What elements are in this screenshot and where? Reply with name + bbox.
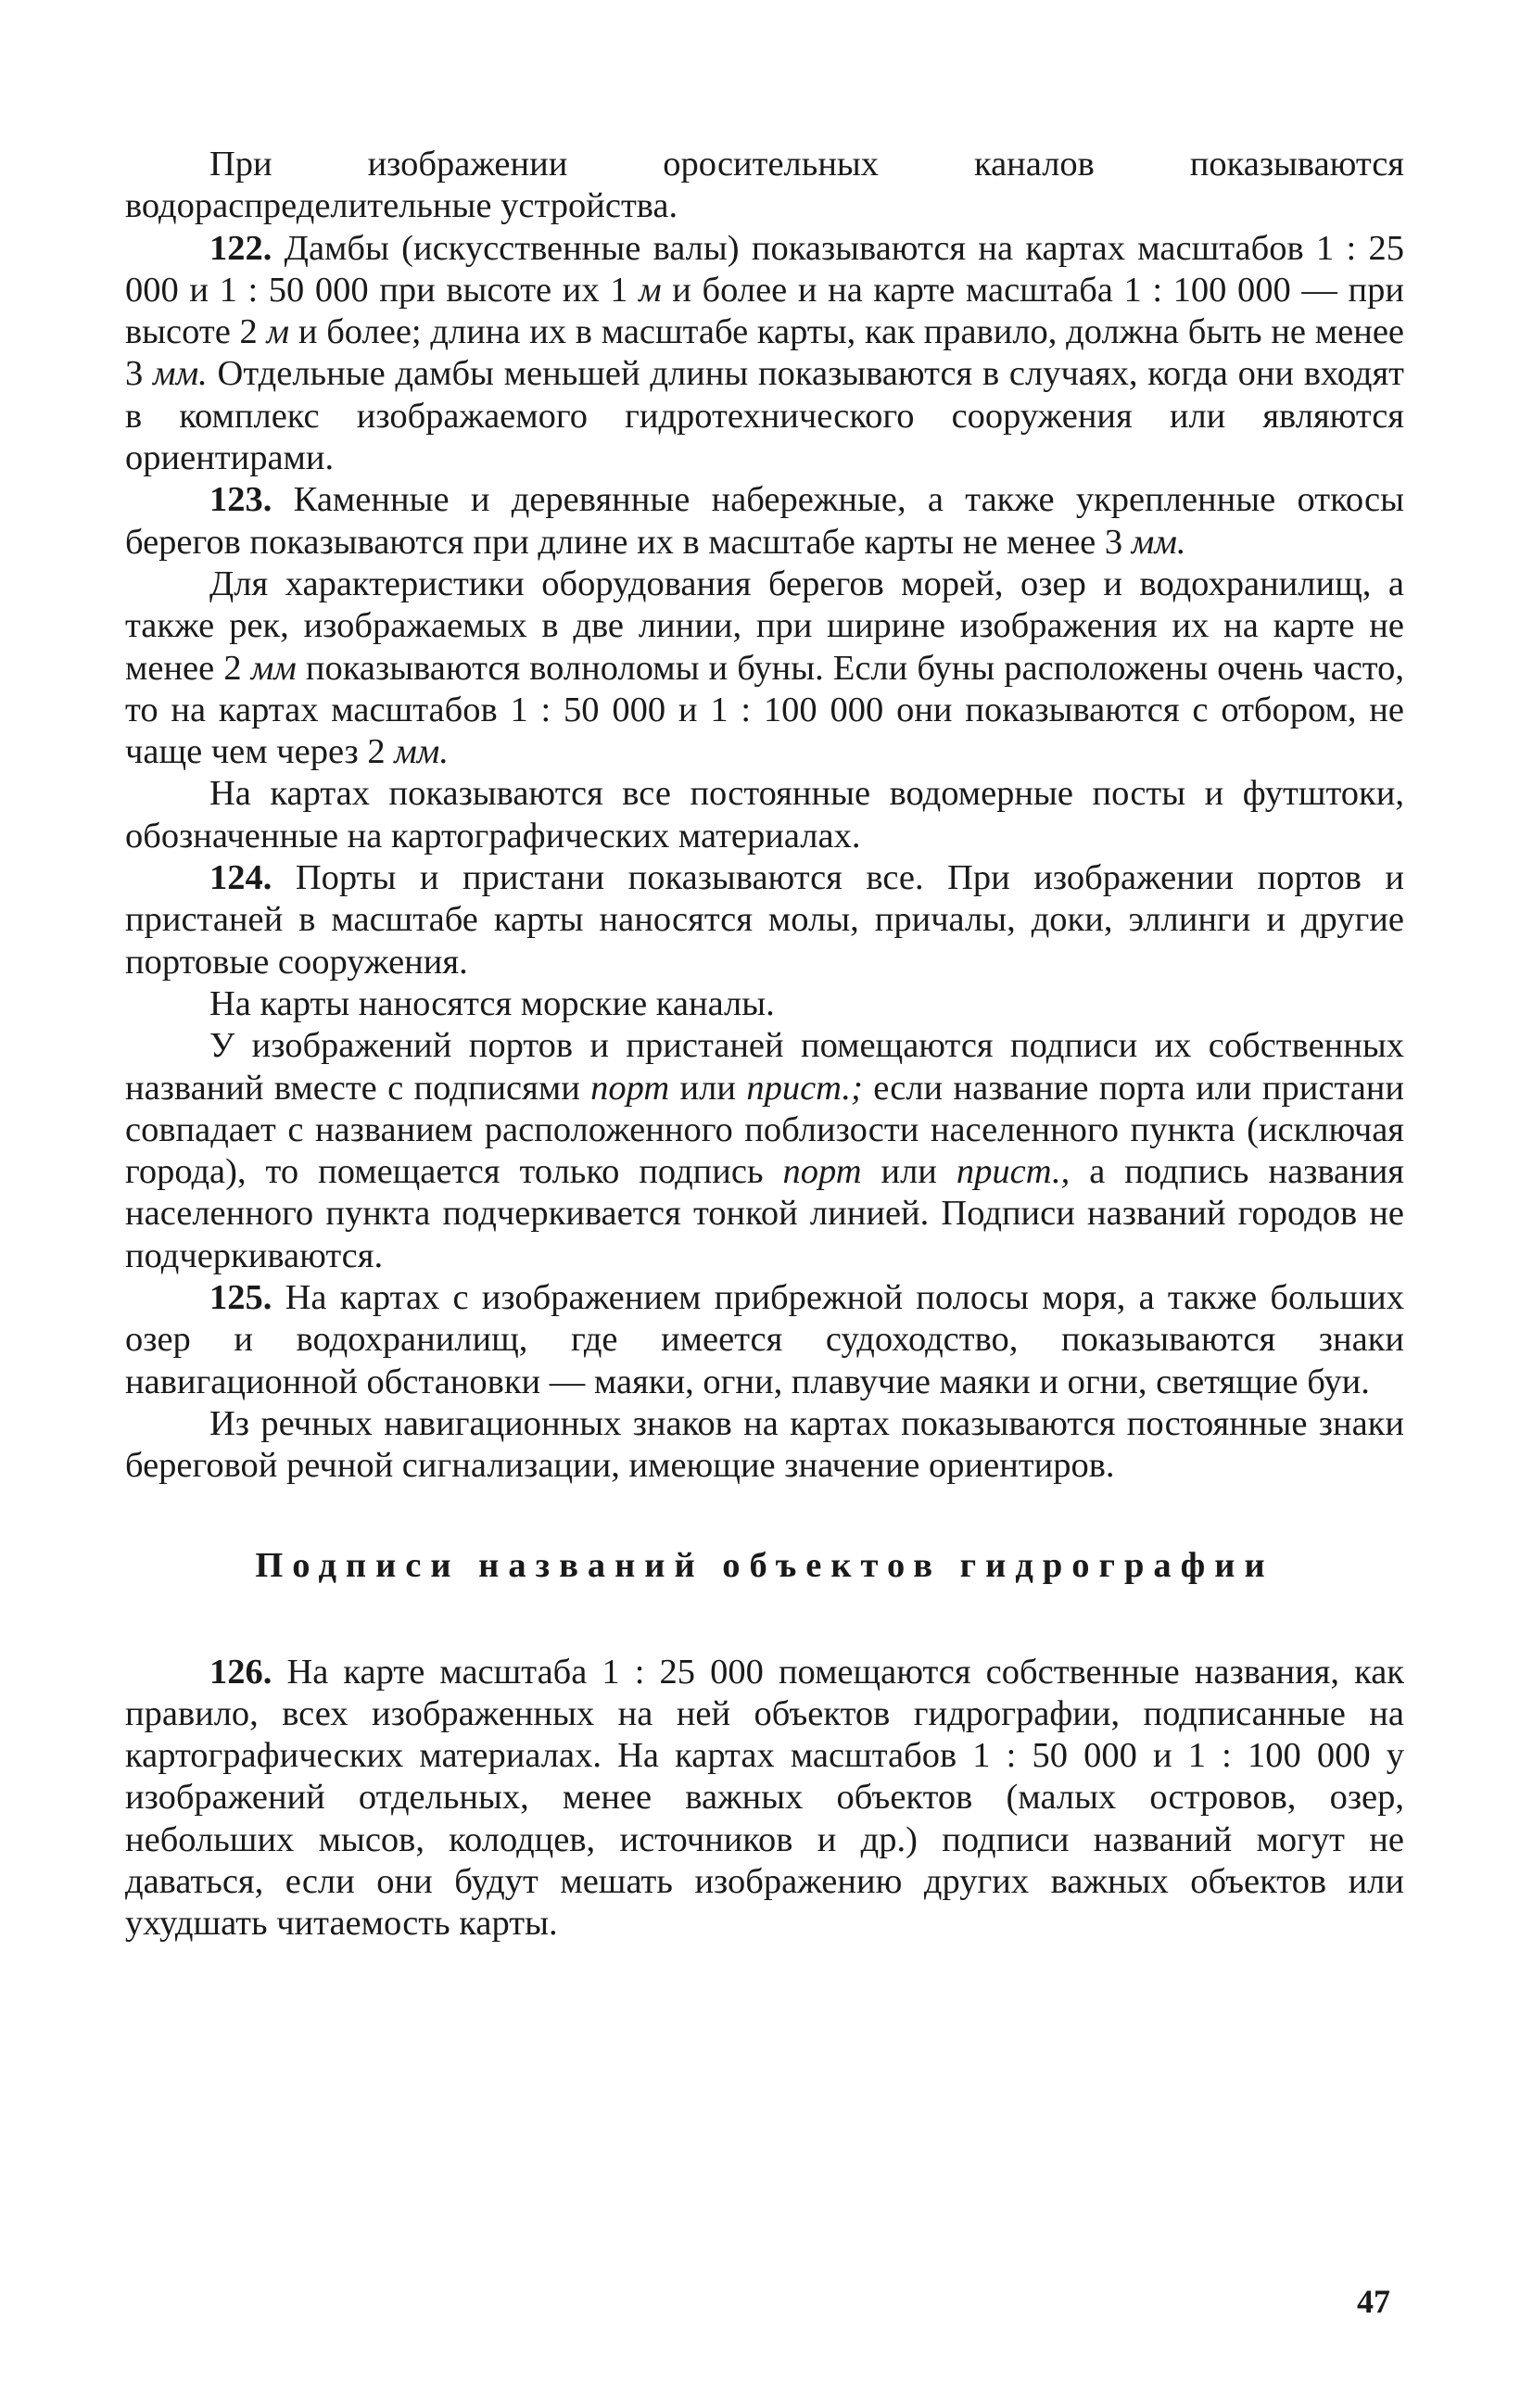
paragraph-122 xyxy=(125,228,1404,480)
italic-text: порт xyxy=(590,1068,670,1108)
document-page xyxy=(125,144,1404,1945)
paragraph-number: 122. xyxy=(209,228,272,268)
italic-text: прист.; xyxy=(746,1068,863,1108)
paragraph xyxy=(125,1025,1404,1277)
italic-text: порт xyxy=(782,1152,862,1192)
italic-text: м xyxy=(639,270,662,310)
paragraph xyxy=(125,773,1404,857)
text-run: а подпись названия населенного пункта подчеркивается тонкой линией. Подписи названий городов не подчеркиваются. xyxy=(125,1152,1405,1275)
text-run: и более и на карте масштаба 1 : 100 000 — при высоте 2 xyxy=(125,270,1404,352)
italic-text: мм. xyxy=(153,354,208,394)
text-run: На картах показываются все постоянные водомерные посты и футштоки, обозначенные на картографических материалах. xyxy=(125,774,1404,855)
paragraph xyxy=(125,564,1404,773)
italic-text: м xyxy=(266,312,290,352)
paragraph-number: 123. xyxy=(209,480,272,520)
text-run: На карты наносятся морские каналы. xyxy=(209,983,775,1023)
text-run: У изображений портов и пристаней помещаются подписи их собственных названий вместе с подписями xyxy=(125,1026,1404,1108)
body-text-top xyxy=(125,144,1404,1488)
section-heading: Подписи названий объектов гидрографии xyxy=(255,1545,1274,1585)
text-run: если название порта или пристани совпадает с названием расположенного поблизости населенного пункта (исключая города), то помещается только подпись xyxy=(125,1068,1405,1192)
text-run: или xyxy=(669,1068,747,1108)
paragraph-number: 124. xyxy=(209,858,272,898)
paragraph-124 xyxy=(125,857,1404,983)
paragraph xyxy=(125,1403,1404,1488)
page-number: 47 xyxy=(1357,2283,1390,2320)
text-run: Дамбы (искусственные валы) показываются на картах масштабов 1 : 25 000 и 1 : 50 000 при высоте их 1 xyxy=(125,228,1404,310)
text-run: показываются волноломы и буны. Если буны расположены очень часто, то на картах масштабов 1 : 50 000 и 1 : 100 000 они показываются с отбором, не чаще чем через 2 xyxy=(125,648,1405,772)
paragraph-126 xyxy=(125,1652,1404,1945)
italic-text: мм xyxy=(250,648,297,688)
text-run: и более; длина их в масштабе карты, как правило, должна быть не менее 3 xyxy=(125,312,1404,394)
text-run: Отдельные дамбы меньшей длины показываются в случаях, когда они входят в комплекс изображаемого гидротехнического сооружения или являются ориентирами. xyxy=(125,354,1405,478)
body-text-bottom xyxy=(125,1652,1404,1945)
text-run: На картах с изображением прибрежной полосы моря, а также больших озер и водохранилищ, где имеется судоходство, показываются знаки навигационной обстановки — маяки, огни, плавучие маяки и огни, светящие буи. xyxy=(125,1278,1404,1401)
italic-text: мм. xyxy=(1131,522,1186,562)
text-run: Из речных навигационных знаков на картах показываются постоянные знаки береговой речной сигнализации, имеющие значение ориентиров. xyxy=(125,1403,1404,1486)
paragraph-number: 125. xyxy=(209,1278,272,1318)
paragraph-number: 126. xyxy=(209,1652,272,1692)
paragraph-123 xyxy=(125,479,1404,564)
text-run: Каменные и деревянные набережные, а также укрепленные откосы берегов показываются при длине их в масштабе карты не менее 3 xyxy=(125,480,1404,562)
text-run: Для характеристики оборудования берегов морей, озер и водохранилищ, а также рек, изображаемых в две линии, при ширине изображения их на карте не менее 2 xyxy=(125,564,1404,688)
paragraph-125 xyxy=(125,1277,1404,1403)
text-run: Порты и пристани показываются все. При изображении портов и пристаней в масштабе карты наносятся молы, причалы, доки, эллинги и другие портовые сооружения. xyxy=(125,858,1404,982)
paragraph xyxy=(125,983,1404,1025)
text-run: На карте масштаба 1 : 25 000 помещаются собственные названия, как правило, всех изображенных на ней объектов гидрографии, подписанные на картографических материалах. На картах масштабов 1 : 50 000 и 1 : 100 000 у изображений отдельных, менее важных объектов (малых островов, озер, небольших мысов, колодцев, источников и др.) подписи названий могут не даваться, если они будут мешать изображению других важных объектов или ухудшать читаемость карты. xyxy=(125,1652,1404,1944)
paragraph xyxy=(125,144,1404,228)
italic-text: прист., xyxy=(956,1152,1071,1192)
italic-text: мм. xyxy=(394,732,449,772)
text-run: При изображении оросительных каналов показываются водораспределительные устройства. xyxy=(125,145,1404,226)
text-run: или xyxy=(861,1152,957,1192)
